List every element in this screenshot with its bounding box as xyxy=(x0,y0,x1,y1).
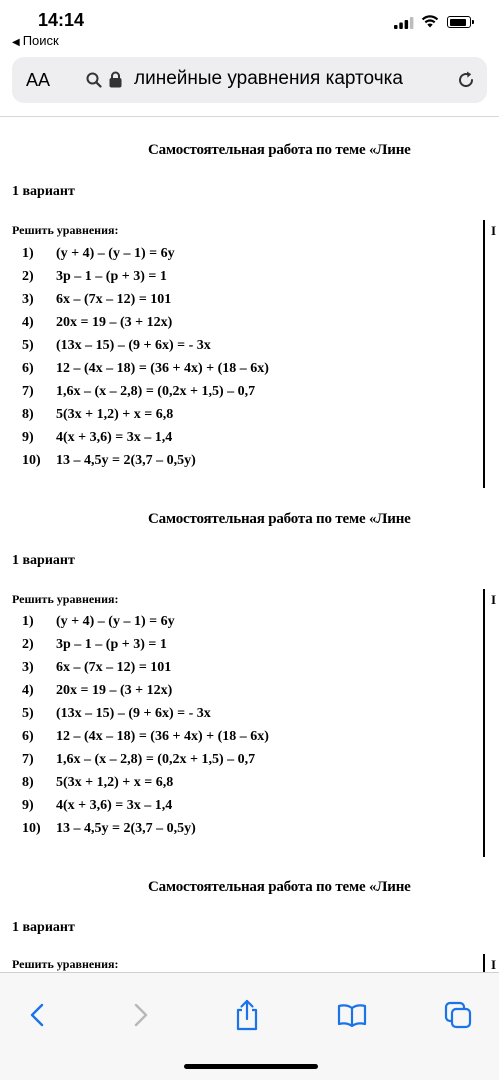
status-bar xyxy=(0,0,499,50)
forward-icon xyxy=(134,1003,148,1027)
bookmarks-icon xyxy=(337,1003,367,1027)
equation-item: 1) (у + 4) – (у – 1) = 6у xyxy=(22,614,175,629)
back-to-app-label: Поиск xyxy=(22,33,59,48)
instruction-text: Решить уравнения: xyxy=(12,957,119,971)
equation-item: 4) 20х = 19 – (3 + 12х) xyxy=(22,683,173,698)
second-column-fragment: I xyxy=(491,592,497,607)
equation-item: 8) 5(3х + 1,2) + х = 6,8 xyxy=(22,407,174,422)
worksheet-title: Самостоятельная работа по теме «Лине xyxy=(148,511,411,527)
home-indicator xyxy=(184,1064,318,1069)
worksheet-title: Самостоятельная работа по теме «Лине xyxy=(148,879,411,895)
back-button[interactable] xyxy=(17,995,57,1035)
equation-item: 9) 4(х + 3,6) = 3х – 1,4 xyxy=(22,430,173,445)
equation-item: 2) 3р – 1 – (р + 3) = 1 xyxy=(22,269,167,284)
instruction-text: Решить уравнения: xyxy=(12,592,119,606)
document-view[interactable] xyxy=(0,117,499,972)
reload-icon[interactable] xyxy=(456,70,476,90)
column-divider xyxy=(483,954,485,972)
second-column-fragment: I xyxy=(491,223,497,238)
equation-item: 8) 5(3х + 1,2) + х = 6,8 xyxy=(22,775,174,790)
variant-label: 1 вариант xyxy=(12,184,75,199)
variant-label: 1 вариант xyxy=(12,553,75,568)
back-to-app-link[interactable] xyxy=(12,33,59,48)
lock-icon xyxy=(109,71,122,88)
equation-item: 7) 1,6х – (х – 2,8) = (0,2х + 1,5) – 0,7 xyxy=(22,752,256,767)
equation-item: 9) 4(х + 3,6) = 3х – 1,4 xyxy=(22,798,173,813)
worksheet-title: Самостоятельная работа по теме «Лине xyxy=(148,142,411,158)
equation-item: 5) (13х – 15) – (9 + 6х) = - 3х xyxy=(22,706,211,721)
forward-button[interactable] xyxy=(121,995,161,1035)
equation-item: 1) (у + 4) – (у – 1) = 6у xyxy=(22,246,175,261)
equation-item: 4) 20х = 19 – (3 + 12х) xyxy=(22,315,173,330)
address-bar[interactable] xyxy=(12,57,487,103)
column-divider xyxy=(483,220,485,488)
share-icon xyxy=(234,999,260,1031)
variant-label: 1 вариант xyxy=(12,920,75,935)
tabs-button[interactable] xyxy=(438,995,478,1035)
back-triangle-icon: ◀ xyxy=(12,37,20,48)
equation-item: 6) 12 – (4х – 18) = (36 + 4х) + (18 – 6х) xyxy=(22,361,269,376)
instruction-text: Решить уравнения: xyxy=(12,223,119,237)
address-query-text[interactable]: линейные уравнения карточка xyxy=(134,68,403,89)
equation-item: 2) 3р – 1 – (р + 3) = 1 xyxy=(22,637,167,652)
bookmarks-button[interactable] xyxy=(332,995,372,1035)
text-size-button[interactable]: AA xyxy=(26,70,51,90)
second-column-fragment: I xyxy=(491,957,497,972)
wifi-icon xyxy=(421,14,439,28)
equation-item: 3) 6х – (7х – 12) = 101 xyxy=(22,292,172,307)
status-time: 14:14 xyxy=(38,10,85,30)
column-divider xyxy=(483,589,485,857)
share-button[interactable] xyxy=(227,995,267,1035)
tabs-icon xyxy=(444,1001,472,1029)
equation-item: 6) 12 – (4х – 18) = (36 + 4х) + (18 – 6х) xyxy=(22,729,269,744)
battery-icon xyxy=(447,16,471,28)
equation-item: 7) 1,6х – (х – 2,8) = (0,2х + 1,5) – 0,7 xyxy=(22,384,256,399)
cellular-signal-icon xyxy=(394,17,414,29)
equation-item: 10) 13 – 4,5у = 2(3,7 – 0,5у) xyxy=(22,821,196,836)
back-icon xyxy=(30,1003,44,1027)
equation-item: 3) 6х – (7х – 12) = 101 xyxy=(22,660,172,675)
search-icon xyxy=(86,72,102,88)
equation-item: 10) 13 – 4,5у = 2(3,7 – 0,5у) xyxy=(22,453,196,468)
equation-item: 5) (13х – 15) – (9 + 6х) = - 3х xyxy=(22,338,211,353)
